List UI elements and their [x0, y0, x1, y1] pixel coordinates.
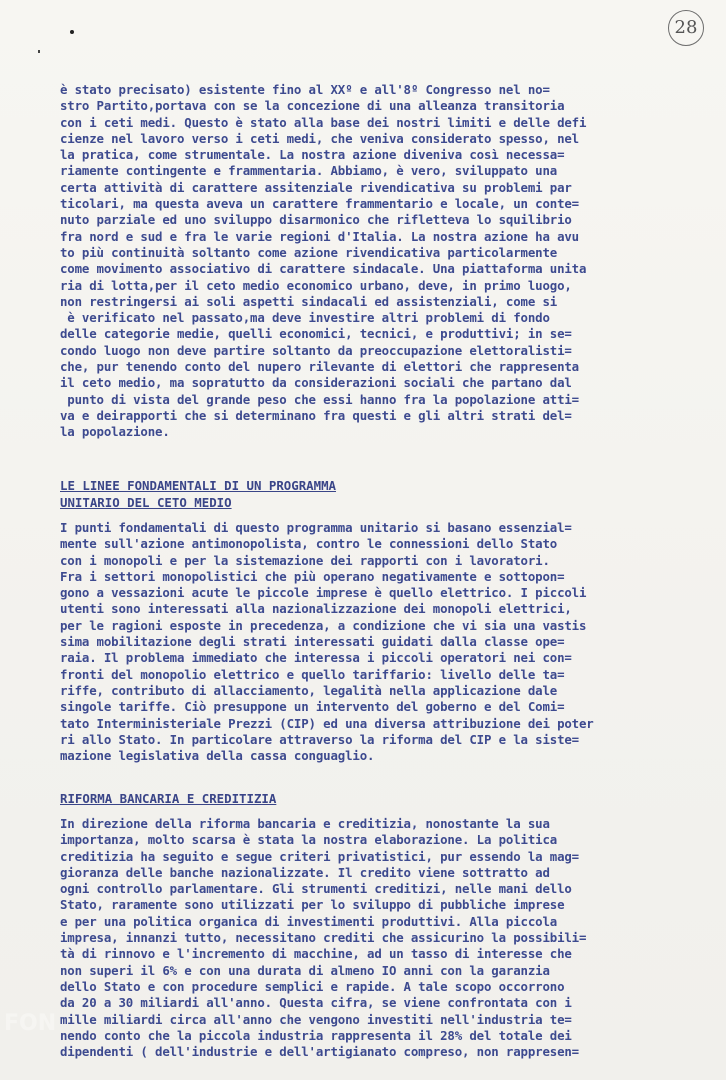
text-line: e per una politica organica di investimenti produttivi. Alla piccola	[60, 913, 558, 929]
text-line: ticolari, ma questa aveva un carattere frammentario e locale, un conte=	[60, 196, 579, 212]
text-line: va e deirapporti che si determinano fra questi e gli altri strati del=	[60, 407, 572, 423]
text-line: dello Stato e con procedure semplici e rapide. A tale scopo occorrono	[60, 978, 565, 994]
text-line: sima mobilitazione degli strati interessati guidati dalla classe ope=	[60, 634, 565, 650]
text-line: delle categorie medie, quelli economici, tecnici, e produttivi; in se=	[60, 326, 572, 342]
text-line: mazione legislativa della cassa conguaglio.	[60, 748, 375, 764]
text-line: impresa, innanzi tutto, necessitano crediti che assicurino la possibili=	[60, 930, 587, 946]
text-line: riamente contingente e frammentaria. Abbiamo, è vero, sviluppato una	[60, 163, 558, 179]
text-line: gioranza delle banche nazionalizzate. Il credito viene sottratto ad	[60, 864, 550, 880]
text-line: to più continuità soltanto come azione rivendicativa particolarmente	[60, 244, 558, 260]
text-line: fronti del monopolio elettrico e quello tariffario: livello delle ta=	[60, 666, 565, 682]
heading-unitario-ceto-medio: UNITARIO DEL CETO MEDIO	[60, 495, 232, 510]
ink-mark	[38, 50, 40, 53]
text-line: condo luogo non deve partire soltanto da preoccupazione elettoralisti=	[60, 342, 572, 358]
paragraph-programma-unitario	[60, 520, 682, 764]
text-line: importanza, molto scarsa è stata la nostra elaborazione. La politica	[60, 832, 558, 848]
text-line: cienze nel lavoro verso i ceti medi, che veniva considerato spesso, nel	[60, 130, 579, 146]
text-line: utenti sono interessati alla nazionalizzazione dei monopoli elettrici,	[60, 601, 572, 617]
text-line: per le ragioni esposte in precedenza, a condizione che vi sia una vastis	[60, 617, 587, 633]
text-line: che, pur tenendo conto del nupero rilevante di elettori che rappresenta	[60, 359, 579, 375]
text-line: la pratica, come strumentale. La nostra azione diveniva così necessa=	[60, 147, 565, 163]
archive-watermark: FON	[4, 1011, 57, 1036]
text-line: è stato precisato) esistente fino al XXº e all'8º Congresso nel no=	[60, 82, 550, 97]
text-line: mille miliardi circa all'anno che vengono investiti nell'industria te=	[60, 1011, 572, 1027]
ink-speck	[70, 30, 74, 34]
heading-linee-fondamentali: LE LINEE FONDAMENTALI DI UN PROGRAMMA	[60, 478, 337, 493]
text-line: da 20 a 30 miliardi all'anno. Questa cifra, se viene confrontata con i	[60, 995, 572, 1011]
text-line: ogni controllo parlamentare. Gli strumenti creditizi, nelle mani dello	[60, 881, 572, 897]
text-line: I punti fondamentali di questo programma unitario si basano essenzial=	[60, 520, 572, 535]
text-line: tà di rinnovo e l'incremento di macchine, ad un tasso di interesse che	[60, 946, 572, 962]
text-line: è verificato nel passato,ma deve investire altri problemi di fondo	[60, 310, 550, 326]
text-line: la popolazione.	[60, 424, 170, 440]
text-line: nuto parziale ed uno sviluppo disarmonico che rifletteva lo squilibrio	[60, 212, 572, 228]
text-line: non superi il 6% e con una durata di almeno IO anni con la garanzia	[60, 962, 550, 978]
text-line: stro Partito,portava con se la concezione di una alleanza transitoria	[60, 98, 565, 114]
paragraph-ceti-medi	[60, 82, 682, 441]
text-line: raia. Il problema immediato che interessa i piccoli operatori nei con=	[60, 650, 572, 666]
text-line: con i ceti medi. Questo è stato alla base dei nostri limiti e delle defi	[60, 114, 587, 130]
text-line: punto di vista del grande peso che essi hanno fra la popolazione atti=	[60, 391, 579, 407]
text-line: ria di lotta,per il ceto medio economico urbano, deve, in primo luogo,	[60, 277, 572, 293]
text-line: riffe, contributo di allacciamento, legalità nella applicazione dale	[60, 682, 558, 698]
text-line: singole tariffe. Ciò presuppone un intervento del goberno e del Comi=	[60, 699, 565, 715]
paragraph-riforma-creditizia	[60, 816, 682, 1060]
text-line: non restringersi ai soli aspetti sindacali ed assistenziali, come si	[60, 293, 558, 309]
text-line: gono a vessazioni acute le piccole imprese è quello elettrico. I piccoli	[60, 585, 587, 601]
text-line: ri allo Stato. In particolare attraverso la riforma del CIP e la siste=	[60, 731, 579, 747]
text-line: creditizia ha seguito e segue criteri privatistici, pur essendo la mag=	[60, 848, 579, 864]
text-line: In direzione della riforma bancaria e creditizia, nonostante la sua	[60, 816, 550, 831]
text-line: dipendenti ( dell'industrie e dell'artigianato compreso, non rappresen=	[60, 1044, 579, 1060]
text-line: con i monopoli e per la sistemazione dei rapporti con i lavoratori.	[60, 552, 550, 568]
text-line: Stato, raramente sono utilizzati per lo sviluppo di pubbliche imprese	[60, 897, 565, 913]
text-line: tato Interministeriale Prezzi (CIP) ed una diversa attribuzione dei poter	[60, 715, 594, 731]
text-line: nendo conto che la piccola industria rappresenta il 28% del totale dei	[60, 1027, 572, 1043]
text-line: mente sull'azione antimonopolista, contro le connessioni dello Stato	[60, 536, 558, 552]
text-line: fra nord e sud e fra le varie regioni d'Italia. La nostra azione ha avu	[60, 228, 579, 244]
text-line: certa attività di carattere assitenziale rivendicativa su problemi par	[60, 179, 572, 195]
text-line: come movimento associativo di carattere sindacale. Una piattaforma unita	[60, 261, 587, 277]
heading-riforma-bancaria: RIFORMA BANCARIA E CREDITIZIA	[60, 791, 277, 806]
text-line: il ceto medio, ma sopratutto da considerazioni sociali che partano dal	[60, 375, 572, 391]
page-number: 28	[668, 10, 704, 46]
text-line: Fra i settori monopolistici che più operano negativamente e sottopon=	[60, 568, 565, 584]
